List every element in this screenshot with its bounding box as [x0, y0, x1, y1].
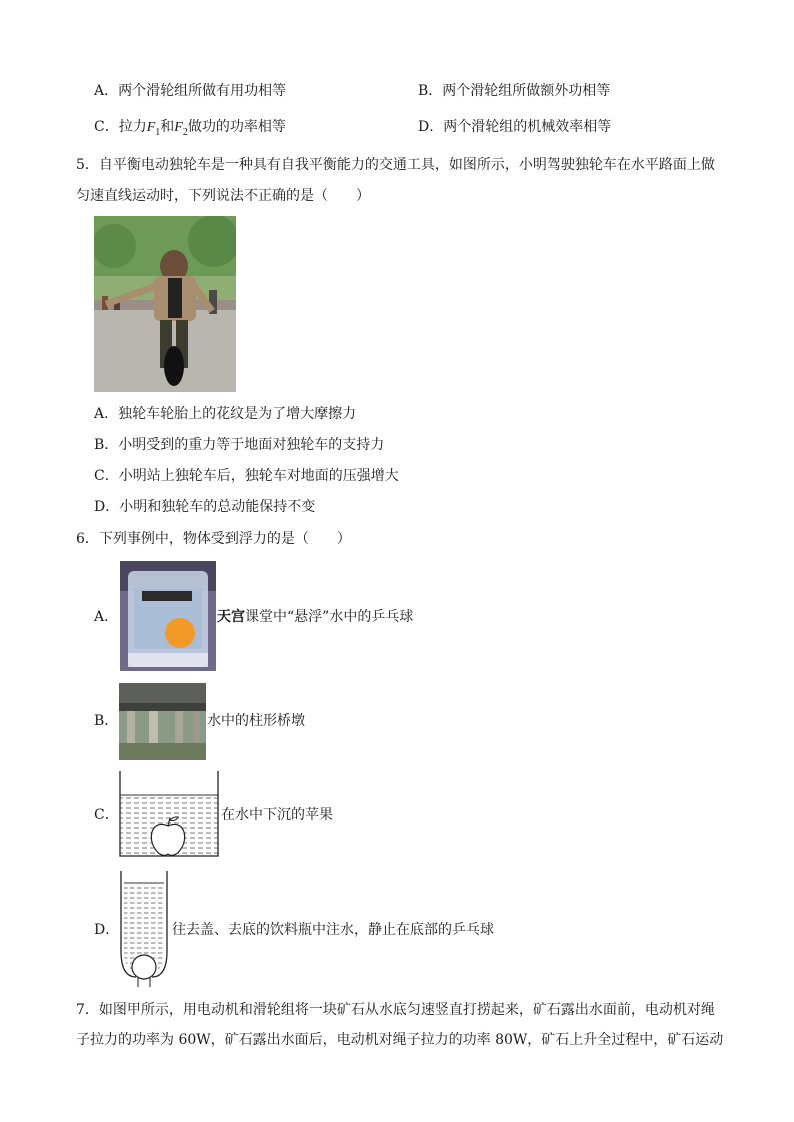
q6-option-c-label: C．	[94, 807, 119, 823]
bridge-pier-photo	[119, 683, 206, 760]
q6-stem: 6．下列事例中，物体受到浮力的是（ ）	[76, 531, 351, 547]
pingpong-in-water-photo	[120, 561, 216, 671]
q6-option-d-text: 往去盖、去底的饮料瓶中注水，静止在底部的乒乓球	[172, 922, 494, 938]
q7-stem-line1: 7．如图甲所示，用电动机和滑轮组将一块矿石从水底匀速竖直打捞起来，矿石露出水面前，电动机对绳	[76, 1002, 715, 1018]
q6-option-d-label: D．	[94, 922, 120, 938]
apple-beaker-diagram	[118, 771, 220, 859]
q5-option-b: B．小明受到的重力等于地面对独轮车的支持力	[94, 437, 385, 453]
q5-option-d: D．小明和独轮车的总动能保持不变	[94, 499, 316, 515]
q6-option-b-text: 水中的柱形桥墩	[207, 713, 305, 729]
q4-option-c-prefix: C．拉力	[94, 119, 147, 135]
q4-option-c	[94, 117, 286, 143]
q7-stem-line2: 子拉力的功率为 60W，矿石露出水面后，电动机对绳子拉力的功率 80W，矿石上升全过程中，矿石运动	[76, 1032, 724, 1048]
q4-option-c-suffix: 做功的功率相等	[187, 119, 286, 135]
math-f1: $F_1$	[146, 120, 161, 138]
math-f2: $F_2$	[174, 120, 188, 138]
q5-stem-line1: 5．自平衡电动独轮车是一种具有自我平衡能力的交通工具，如图所示，小明驾驶独轮车在水平路面上做	[76, 157, 715, 173]
q5-option-a: A．独轮车轮胎上的花纹是为了增大摩擦力	[94, 406, 357, 422]
q5-stem-line2: 匀速直线运动时，下列说法不正确的是（ ）	[76, 188, 370, 204]
unicycle-photo	[94, 216, 236, 392]
q4-option-b: B．两个滑轮组所做额外功相等	[418, 83, 611, 99]
q4-option-c-and: 和	[160, 119, 175, 135]
q6-option-a-label: A．	[94, 609, 119, 625]
q4-option-d: D．两个滑轮组的机械效率相等	[418, 119, 612, 135]
bottle-pingpong-diagram	[116, 871, 172, 989]
q6-option-a-bold: 天宫	[217, 609, 245, 625]
q6-option-a-text	[217, 607, 413, 627]
q6-option-a-rest: 课堂中“悬浮”水中的乒乓球	[245, 609, 414, 625]
q4-option-a: A．两个滑轮组所做有用功相等	[94, 83, 287, 99]
q6-option-b-label: B．	[94, 713, 119, 729]
q5-option-c: C．小明站上独轮车后，独轮车对地面的压强增大	[94, 468, 399, 484]
q6-option-c-text: 在水中下沉的苹果	[221, 807, 333, 823]
